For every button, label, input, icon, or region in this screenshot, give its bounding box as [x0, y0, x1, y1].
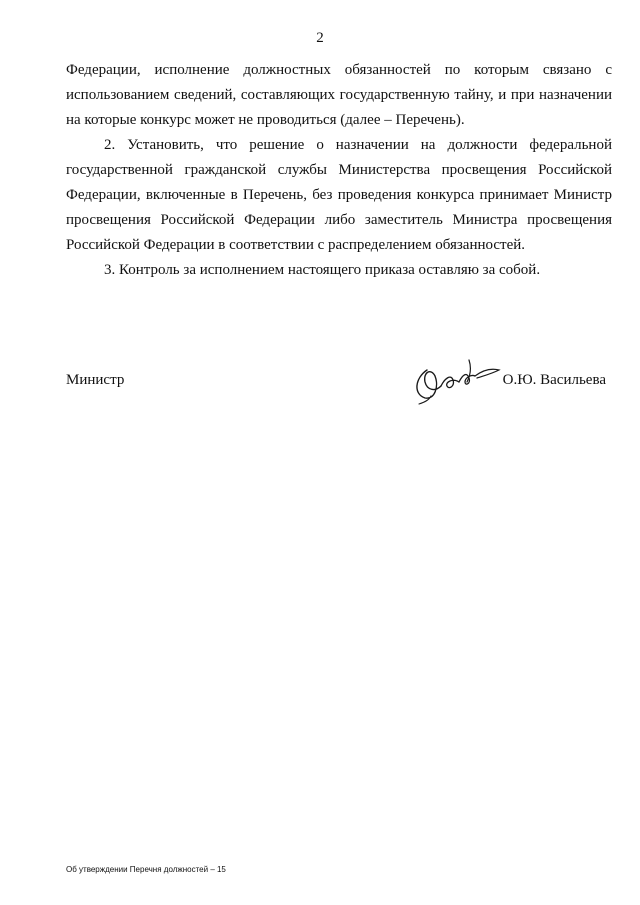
paragraph-continuation: Федерации, исполнение должностных обязанностей по которым связано с использованием сведений, составляющих государственную тайну, и при назначении на которые конкурс может не проводиться (далее – Перечень). — [66, 62, 612, 128]
signer-position: Министр — [66, 372, 125, 388]
signer-name: О.Ю. Васильева — [502, 372, 606, 388]
handwritten-signature — [405, 348, 505, 408]
page-number: 2 — [316, 30, 324, 46]
paragraph-2: 2. Установить, что решение о назначении на должности федеральной государственной гражданской службы Министерства просвещения Российской Федерации, включенные в Перечень, без проведения конкурса принимает Министр просвещения Российской Федерации либо заместитель Министра просвещения Российской Федерации в соответствии с распределением обязанностей. — [66, 137, 612, 253]
footer-note: Об утверждении Перечня должностей – 15 — [66, 865, 226, 874]
document-body — [66, 58, 612, 283]
signature-block — [66, 372, 612, 396]
paragraph-3: 3. Контроль за исполнением настоящего приказа оставляю за собой. — [104, 262, 541, 278]
